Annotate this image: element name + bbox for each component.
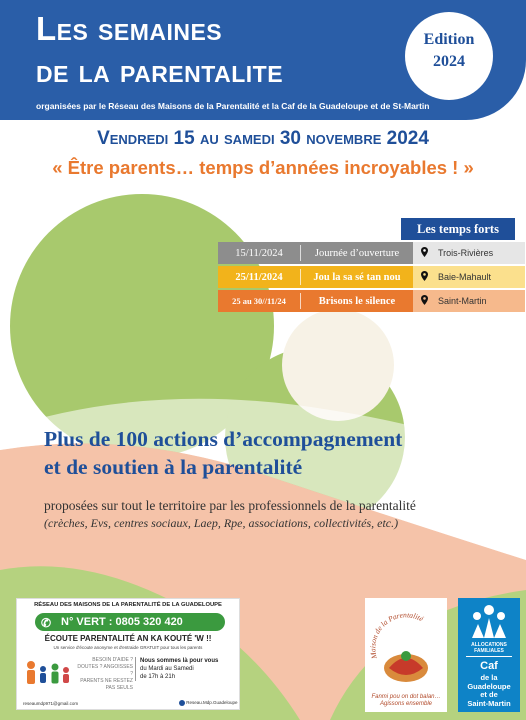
caf-family-icon: [468, 604, 510, 640]
edition-label: Edition: [423, 31, 475, 48]
besoin-line-2: DOUTES ? ANGOISSES ?: [77, 664, 133, 677]
hours-text: [135, 657, 235, 681]
row-event: Brisons le silence: [318, 295, 396, 307]
phone-icon: ✆: [41, 616, 52, 630]
temps-fort-row: [218, 290, 525, 312]
ecoute-parentalite-card: [16, 598, 240, 710]
network-name: RÉSEAU DES MAISONS DE LA PARENTALITÉ DE LA GUADELOUPE: [34, 602, 222, 608]
tagline-2: Agissons ensemble: [379, 701, 433, 707]
row-event: Jou la sa sé tan nou: [313, 271, 401, 283]
hours-line-1: Nous sommes là pour vous: [140, 658, 219, 664]
title-line-2: de la parentalite: [36, 52, 284, 89]
headline-line-2: et de soutien à la parentalité: [44, 455, 303, 479]
maison-logo-graphic: [365, 598, 447, 688]
main-headline: [44, 425, 402, 481]
headline-line-1: Plus de 100 actions d’accompagnement: [44, 427, 403, 451]
location-pin-icon: [421, 295, 428, 307]
caf-name: Caf: [480, 660, 498, 672]
facebook-name: Reseau.Mdp.Guadeloupe: [186, 700, 238, 706]
location-pin-icon: [421, 247, 428, 259]
temps-fort-row: [218, 266, 525, 288]
besoin-text: [75, 657, 133, 692]
numero-vert: N° VERT : 0805 320 420: [61, 616, 183, 628]
body-examples: (crèches, Evs, centres sociaux, Laep, Rpe, associations, collectivités, etc.): [44, 516, 399, 530]
maison-parentalite-logo: [365, 598, 447, 712]
facebook-handle: [179, 700, 238, 706]
row-event: Journée d’ouverture: [314, 247, 400, 259]
caf-divider: [466, 656, 512, 657]
event-theme: « Être parents… temps d’années incroyables ! »: [52, 157, 474, 178]
row-location: [413, 266, 525, 288]
body-text: proposées sur tout le territoire par les professionnels de la parentalité: [44, 498, 416, 513]
organizer-subtitle: organisées par le Réseau des Maisons de la Parentalité et la Caf de la Guadeloupe et de St-Martin: [36, 101, 430, 111]
af-line-2: FAMILIALES: [474, 648, 504, 654]
location-pin-icon: [421, 271, 428, 283]
row-date: 15/11/2024: [235, 247, 283, 259]
service-description: Un service d'écoute anonyme et d'entraide GRATUIT pour tous les parents: [53, 645, 203, 650]
maison-tagline: [367, 694, 445, 708]
hours-line-3: de 17h à 21h: [140, 674, 176, 680]
family-illustration: [23, 657, 73, 689]
cream-circle: [282, 309, 394, 421]
caf-region: [458, 674, 520, 708]
hours-line-2: du Mardi au Samedi: [140, 666, 194, 672]
besoin-line-1: BESOIN D'AIDE ?: [92, 657, 133, 663]
row-location: [413, 290, 525, 312]
region-line-3: et de: [480, 690, 498, 699]
ecoute-heading: ÉCOUTE PARENTALITÉ AN KA KOUTÉ 'W !!: [44, 634, 212, 643]
location-name: Saint-Martin: [438, 296, 487, 306]
email-address: reseaumdp971@gmail.com: [23, 701, 79, 706]
maison-logo-name: Maison de la Parentalité: [368, 610, 425, 660]
title-line-1: Les semaines: [36, 10, 223, 47]
allocations-familiales: [458, 642, 520, 654]
region-line-4: Saint-Martin: [467, 698, 511, 708]
event-dates: Vendredi 15 au samedi 30 novembre 2024: [97, 128, 429, 149]
row-location: [413, 242, 525, 264]
row-date: 25/11/2024: [235, 271, 283, 283]
edition-year: 2024: [433, 53, 465, 70]
region-line-1: de la: [480, 673, 498, 682]
location-name: Baie-Mahault: [438, 272, 492, 282]
facebook-icon: [179, 700, 185, 706]
af-line-1: ALLOCATIONS: [471, 642, 507, 648]
caf-logo: [458, 598, 520, 712]
edition-badge: [405, 12, 493, 100]
row-date: 25 au 30//11/24: [232, 296, 286, 306]
location-name: Trois-Rivières: [438, 248, 494, 258]
region-line-2: Guadeloupe: [467, 681, 511, 691]
header-banner: [0, 0, 526, 120]
temps-forts-title: Les temps forts: [401, 218, 515, 240]
svg-text:Maison de la Parentalité: [368, 610, 425, 660]
tagline-1: Fanmi pou on dot balan…: [371, 694, 441, 700]
besoin-line-3: PARENTS NE RESTEZ PAS SEULS: [80, 678, 133, 691]
temps-fort-row: [218, 242, 525, 264]
numero-vert-banner: [35, 613, 225, 631]
